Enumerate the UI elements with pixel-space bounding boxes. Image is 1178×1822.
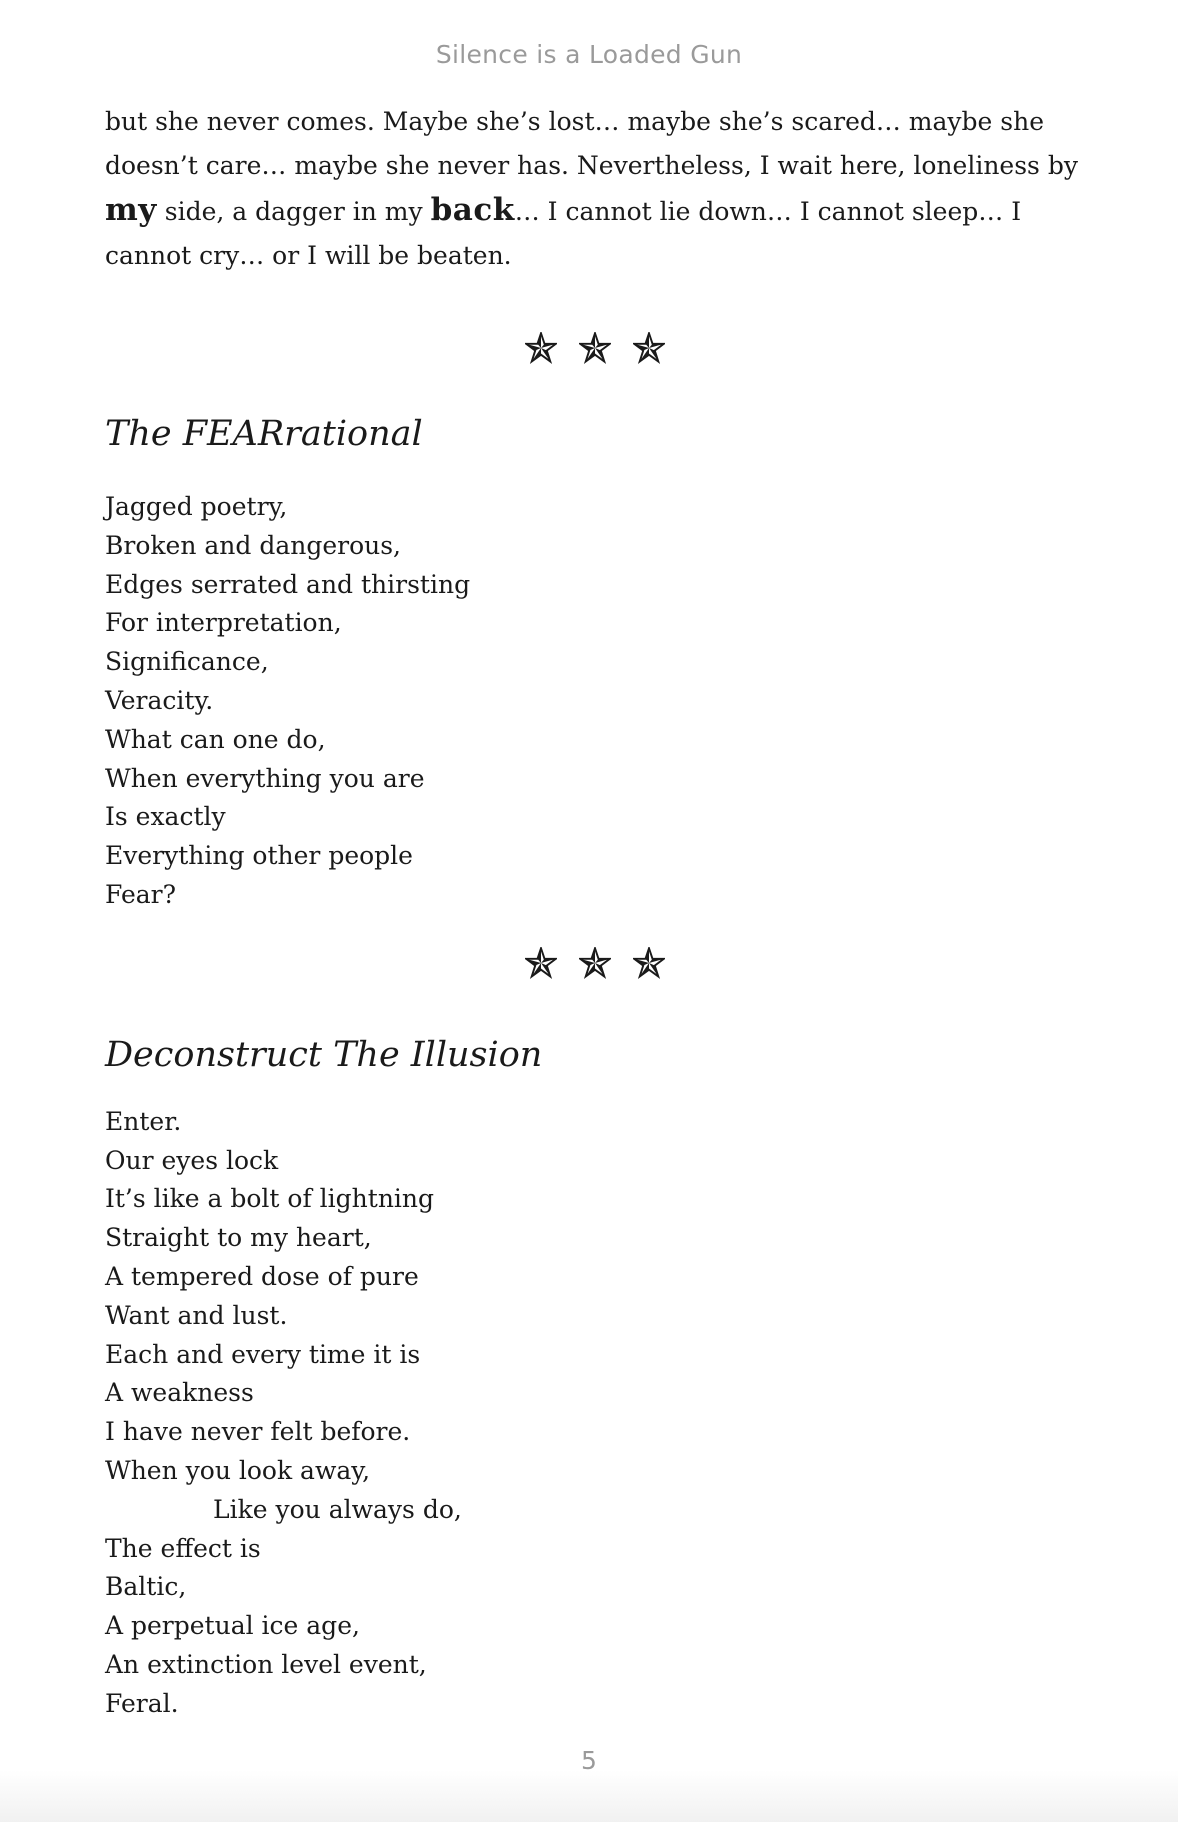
section-separator	[105, 943, 1085, 983]
page-content	[105, 100, 1085, 1724]
poem-line: Broken and dangerous,	[105, 530, 402, 560]
poem-line: Want and lust.	[105, 1300, 288, 1330]
poem-line: An extinction level event,	[105, 1649, 427, 1679]
poem-line: Everything other people	[105, 841, 413, 871]
prose-paragraph	[105, 100, 1085, 278]
poem-line-indented: Like you always do,	[213, 1494, 462, 1524]
poem-body	[105, 488, 1085, 915]
poem-line: The effect is	[105, 1533, 261, 1563]
star-icon	[579, 947, 611, 979]
poem-line: A perpetual ice age,	[105, 1611, 360, 1641]
star-icon	[633, 332, 665, 364]
poem-line: Fear?	[105, 879, 177, 909]
poem-line: Feral.	[105, 1688, 179, 1718]
poem-line: I have never felt before.	[105, 1417, 411, 1447]
star-icon	[525, 947, 557, 979]
poem-title: Deconstruct The Illusion	[105, 1034, 543, 1075]
poem-line: A weakness	[105, 1378, 254, 1408]
poem-line: When everything you are	[105, 763, 425, 793]
running-header: Silence is a Loaded Gun	[435, 40, 743, 69]
star-icon	[633, 947, 665, 979]
section-separator	[105, 328, 1085, 368]
star-icon	[525, 332, 557, 364]
prose-text: but she never comes. Maybe she’s lost… maybe she’s scared… maybe she doesn’t care… maybe she never has. Nevertheless, I wait here, loneliness by	[105, 107, 1078, 180]
poem-line: Significance,	[105, 647, 269, 677]
poem-line: A tempered dose of pure	[105, 1261, 419, 1291]
poem-line: When you look away,	[105, 1455, 371, 1485]
star-icon	[579, 332, 611, 364]
poem-line: Enter.	[105, 1106, 182, 1136]
poem-line: Jagged poetry,	[105, 492, 288, 521]
poem-line: What can one do,	[105, 724, 326, 754]
emphasized-word: my	[105, 192, 157, 228]
poem-line: Our eyes lock	[105, 1145, 279, 1175]
poem-line: For interpretation,	[105, 608, 342, 638]
poem-line: Straight to my heart,	[105, 1223, 372, 1253]
page-number: 5	[581, 1746, 597, 1775]
poem-line: It’s like a bolt of lightning	[105, 1184, 435, 1214]
poem-line: Veracity.	[105, 685, 214, 715]
poem-line: Each and every time it is	[105, 1339, 421, 1369]
prose-text: side, a dagger in my	[156, 197, 431, 226]
poem-body	[105, 1103, 1085, 1724]
poem-line: Edges serrated and thirsting	[105, 569, 471, 599]
poem-line: Is exactly	[105, 802, 226, 832]
prose-text: … I cannot lie down… I cannot sleep… I cannot cry… or I will be beaten.	[105, 197, 1022, 270]
emphasized-word: back	[430, 192, 515, 228]
poem-line: Baltic,	[105, 1572, 187, 1602]
poem-title: The FEARrational	[105, 414, 423, 454]
